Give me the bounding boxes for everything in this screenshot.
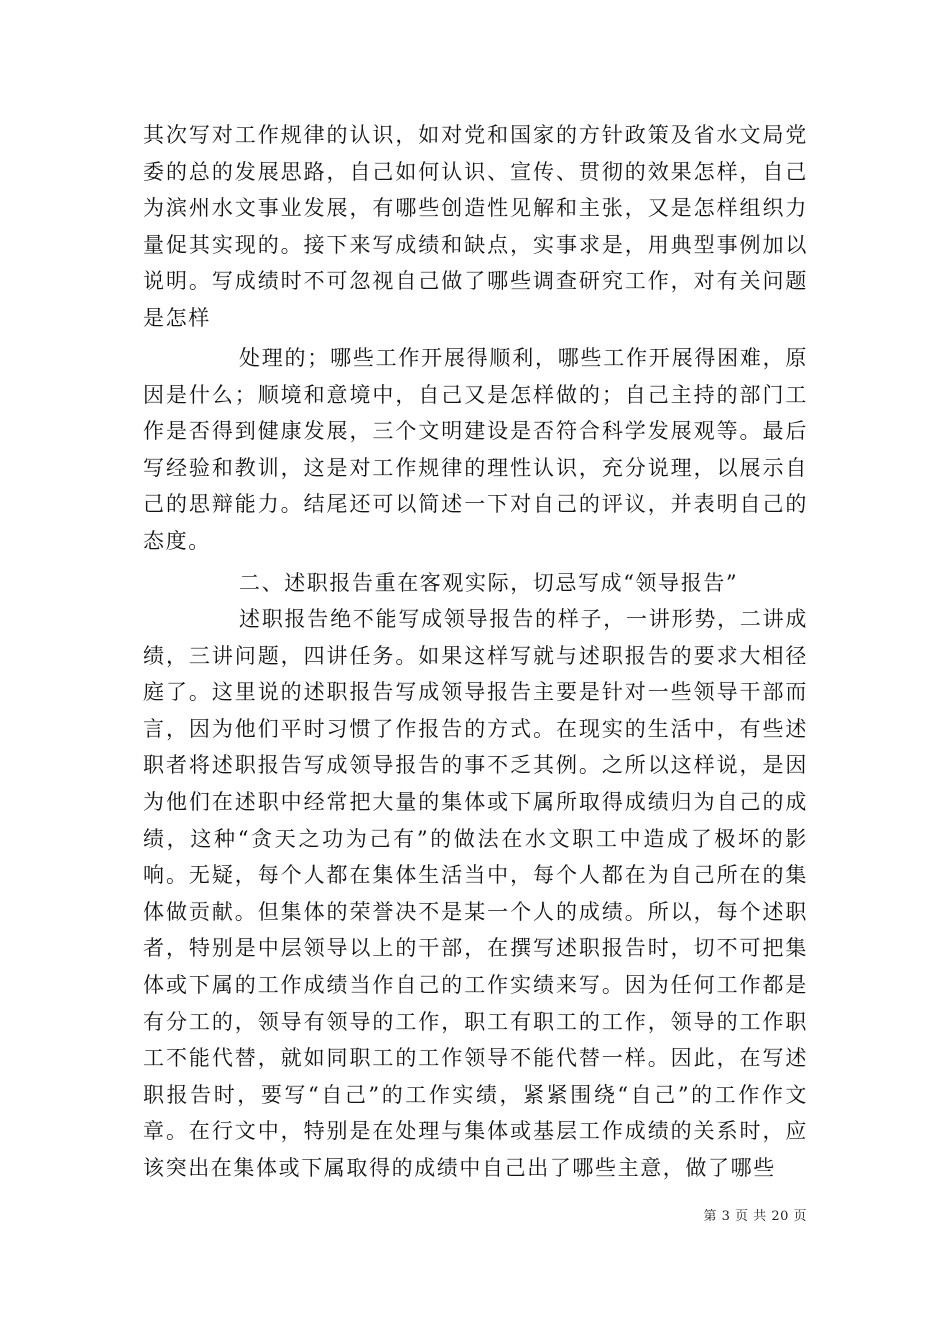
paragraph-text: 处理的；哪些工作开展得顺利，哪些工作开展得困难，原因是什么；顺境和意境中，自己又是怎样做的；自己主持的部门工作是否得到健康发展，三个文明建设是否符合科学发展观等。最后写经验和教训，这是对工作规律的理性认识，充分说理，以展示自己的思辩能力。结尾还可以简述一下对自己的评议，并表明自己的态度。 [143, 346, 808, 553]
paragraph-text: 其次写对工作规律的认识，如对党和国家的方针政策及省水文局党委的总的发展思路，自己如何认识、宣传、贯彻的效果怎样，自己为滨州水文事业发展，有哪些创造性见解和主张，又是怎样组织力量促其实现的。接下来写成绩和缺点，实事求是，用典型事例加以说明。写成绩时不可忽视自己做了哪些调查研究工作，对有关问题是怎样 [143, 123, 808, 330]
paragraph-3 [143, 601, 808, 1187]
heading-text: 二、述职报告重在客观实际，切忌写成“领导报告” [239, 571, 739, 595]
paragraph-text: 述职报告绝不能写成领导报告的样子，一讲形势，二讲成绩，三讲问题，四讲任务。如果这样写就与述职报告的要求大相径庭了。这里说的述职报告写成领导报告主要是针对一些领导干部而言，因为他们平时习惯了作报告的方式。在现实的生活中，有些述职者将述职报告写成领导报告的事不乏其例。之所以这样说，是因为他们在述职中经常把大量的集体或下属所取得成绩归为自己的成绩，这种“贪天之功为己有”的做法在水文职工中造成了极坏的影响。无疑，每个人都在集体生活当中，每个人都在为自己所在的集体做贡献。但集体的荣誉决不是某一个人的成绩。所以，每个述职者，特别是中层领导以上的干部，在撰写述职报告时，切不可把集体或下属的工作成绩当作自己的工作实绩来写。因为任何工作都是有分工的，领导有领导的工作，职工有职工的工作，领导的工作职工不能代替，就如同职工的工作领导不能代替一样。因此，在写述职报告时，要写“自己”的工作实绩，紧紧围绕“自己”的工作作文章。在行文中，特别是在处理与集体或基层工作成绩的关系时，应该突出在集体或下属取得的成绩中自己出了哪些主意，做了哪些 [143, 607, 808, 1180]
paragraph-1 [143, 117, 808, 337]
page-number: 第 3 页 共 20 页 [703, 1209, 807, 1224]
paragraph-2 [143, 340, 808, 560]
section-heading [143, 565, 808, 602]
